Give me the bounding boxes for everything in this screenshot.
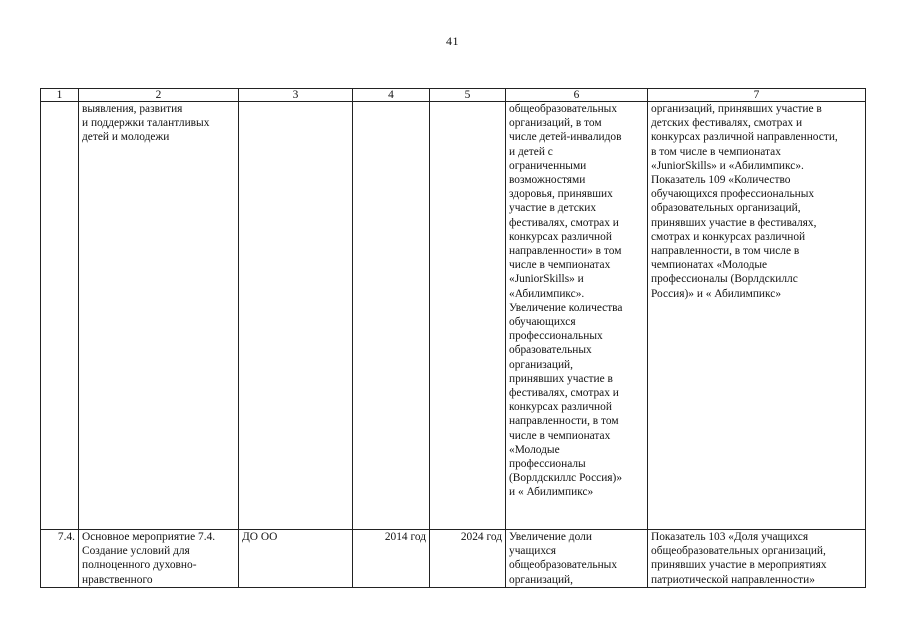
- end-year-cell: [430, 102, 506, 530]
- column-header-2: 2: [79, 89, 239, 102]
- column-header-1: 1: [41, 89, 79, 102]
- column-header-5: 5: [430, 89, 506, 102]
- page-number: 41: [446, 34, 459, 48]
- table-header-row: [41, 89, 866, 102]
- expected-result-cell: Увеличение доли учащихся общеобразовательных организаций,: [506, 530, 648, 588]
- start-year-cell: 2014 год: [353, 530, 430, 588]
- executor-cell: [239, 102, 353, 530]
- row-number-cell: 7.4.: [41, 530, 79, 588]
- table-row: [41, 530, 866, 588]
- column-header-4: 4: [353, 89, 430, 102]
- row-number-cell: [41, 102, 79, 530]
- document-table: [40, 88, 866, 588]
- start-year-cell: [353, 102, 430, 530]
- event-cell: Основное мероприятие 7.4. Создание условий для полноценного духовно- нравственного: [79, 530, 239, 588]
- indicator-cell: организаций, принявших участие в детских фестивалях, смотрах и конкурсах различной направленности, в том числе в чемпионатах «JuniorSkills» и «Абилимпикс». Показатель 109 «Количество обучающихся профессиональных образовательных организаций, принявших участие в фестивалях, смотрах и конкурсах различной направленности, в том числе в чемпионатах «Молодые профессионалы (Ворлдскиллс Россия)» и « Абилимпикс»: [648, 102, 866, 530]
- indicator-cell: Показатель 103 «Доля учащихся общеобразовательных организаций, принявших участие в мероприятиях патриотической направленности»: [648, 530, 866, 588]
- table-row: [41, 102, 866, 530]
- expected-result-cell: общеобразовательных организаций, в том числе детей-инвалидов и детей с ограниченными возможностями здоровья, принявших участие в детских фестивалях, смотрах и конкурсах различной направленности» в том числе в чемпионатах «JuniorSkills» и «Абилимпикс». Увеличение количества обучающихся профессиональных образовательных организаций, принявших участие в фестивалях, смотрах и конкурсах различной направленности, в том числе в чемпионатах «Молодые профессионалы (Ворлдскиллс Россия)» и « Абилимпикс»: [506, 102, 648, 530]
- end-year-cell: 2024 год: [430, 530, 506, 588]
- column-header-7: 7: [648, 89, 866, 102]
- event-cell: выявления, развития и поддержки талантливых детей и молодежи: [79, 102, 239, 530]
- column-header-3: 3: [239, 89, 353, 102]
- executor-cell: ДО ОО: [239, 530, 353, 588]
- column-header-6: 6: [506, 89, 648, 102]
